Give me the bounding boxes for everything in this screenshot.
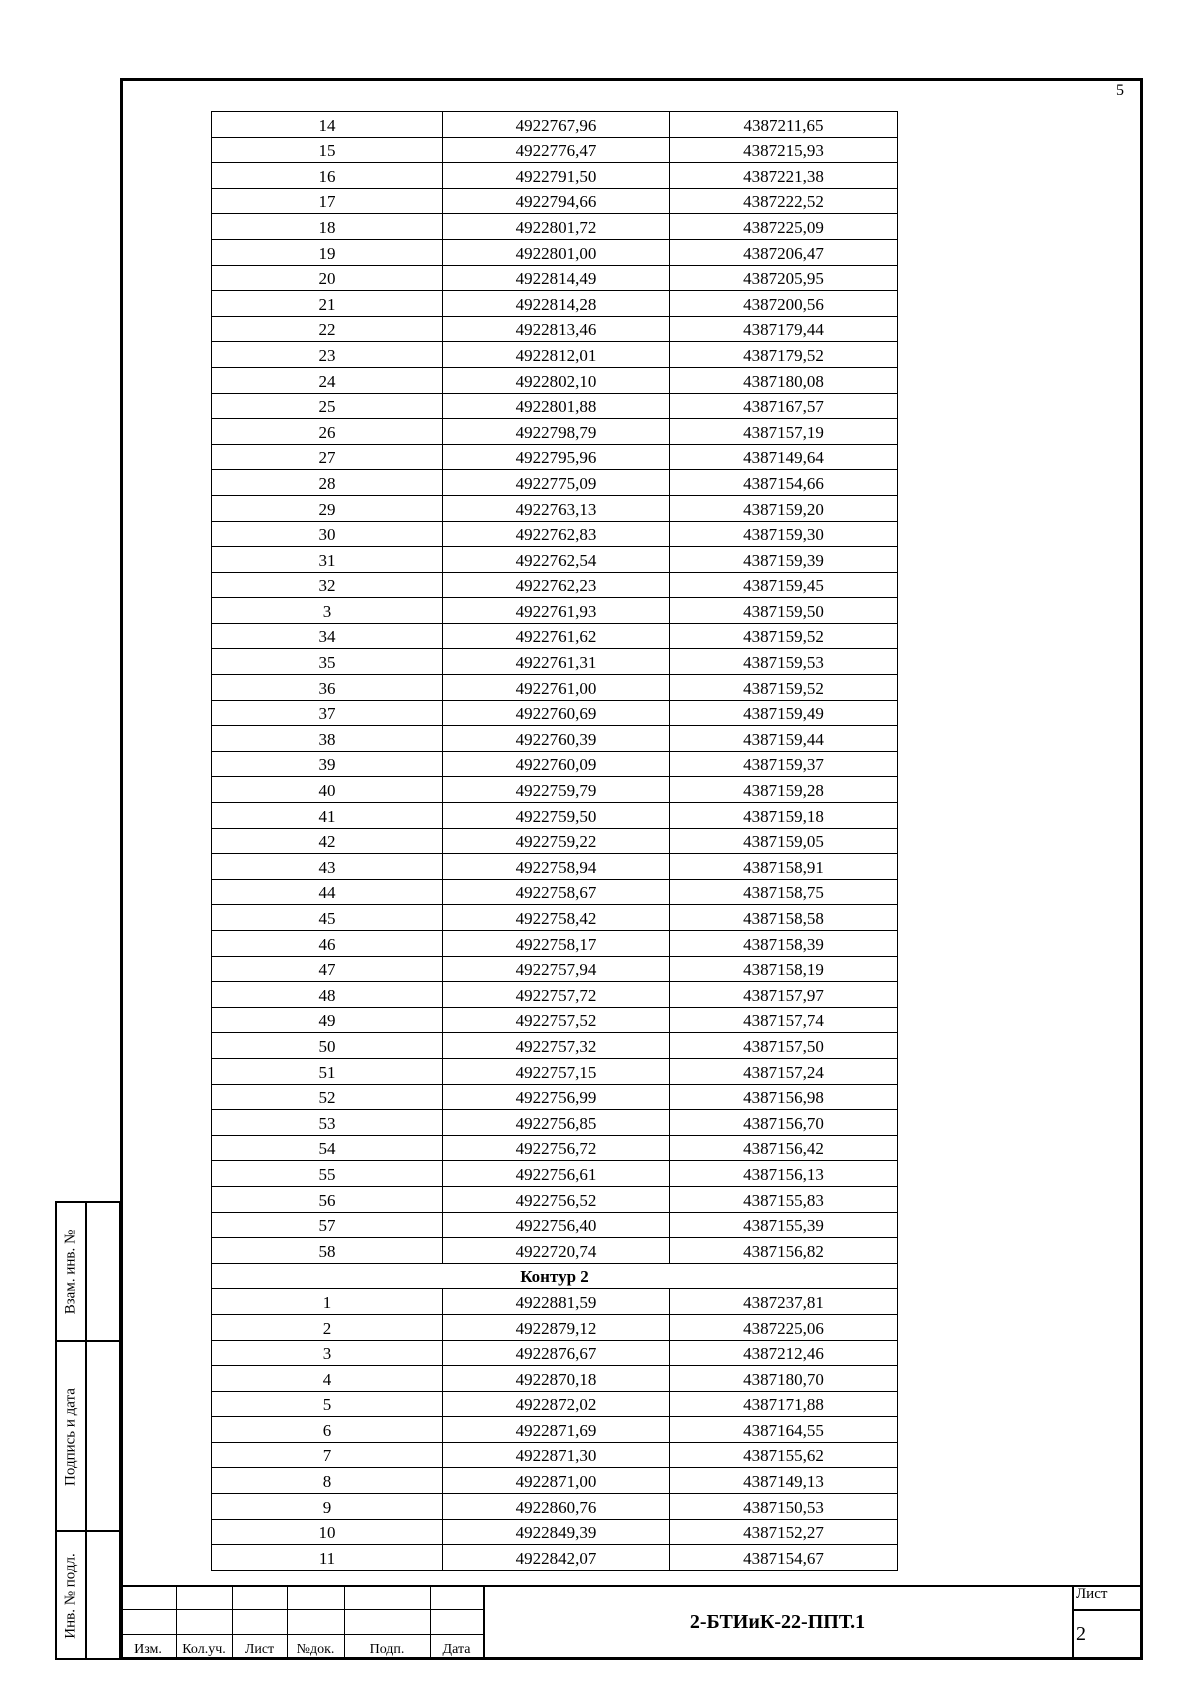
x-coordinate: 4922757,52: [443, 1007, 670, 1033]
point-number: 51: [212, 1058, 443, 1084]
table-row: [212, 342, 898, 368]
y-coordinate: 4387237,81: [670, 1289, 898, 1315]
x-coordinate: 4922791,50: [443, 163, 670, 189]
y-coordinate: 4387205,95: [670, 265, 898, 291]
y-coordinate: 4387200,56: [670, 291, 898, 317]
y-coordinate: 4387156,98: [670, 1084, 898, 1110]
table-row: [212, 1442, 898, 1468]
point-number: 36: [212, 675, 443, 701]
x-coordinate: 4922720,74: [443, 1238, 670, 1264]
x-coordinate: 4922795,96: [443, 444, 670, 470]
point-number: 3: [212, 598, 443, 624]
table-row: [212, 1468, 898, 1494]
table-row: [212, 905, 898, 931]
x-coordinate: 4922801,88: [443, 393, 670, 419]
point-number: 17: [212, 188, 443, 214]
y-coordinate: 4387158,58: [670, 905, 898, 931]
table-row: [212, 828, 898, 854]
point-number: 42: [212, 828, 443, 854]
y-coordinate: 4387167,57: [670, 393, 898, 419]
x-coordinate: 4922761,62: [443, 623, 670, 649]
x-coordinate: 4922881,59: [443, 1289, 670, 1315]
point-number: 44: [212, 879, 443, 905]
point-number: 8: [212, 1468, 443, 1494]
point-number: 48: [212, 982, 443, 1008]
x-coordinate: 4922762,23: [443, 572, 670, 598]
header-data: Дата: [442, 1642, 471, 1657]
table-row: [212, 803, 898, 829]
y-coordinate: 4387149,13: [670, 1468, 898, 1494]
x-coordinate: 4922758,94: [443, 854, 670, 880]
point-number: 23: [212, 342, 443, 368]
point-number: 21: [212, 291, 443, 317]
y-coordinate: 4387156,70: [670, 1110, 898, 1136]
x-coordinate: 4922876,67: [443, 1340, 670, 1366]
point-number: 3: [212, 1340, 443, 1366]
point-number: 26: [212, 419, 443, 445]
y-coordinate: 4387180,70: [670, 1366, 898, 1392]
inv-podl-label: Инв. № подл.: [62, 1553, 79, 1639]
table-row: [212, 393, 898, 419]
x-coordinate: 4922871,30: [443, 1442, 670, 1468]
x-coordinate: 4922761,31: [443, 649, 670, 675]
y-coordinate: 4387159,50: [670, 598, 898, 624]
table-row: [212, 982, 898, 1008]
y-coordinate: 4387155,39: [670, 1212, 898, 1238]
table-row: [212, 316, 898, 342]
point-number: 6: [212, 1417, 443, 1443]
table-row: [212, 726, 898, 752]
point-number: 49: [212, 1007, 443, 1033]
table-row: [212, 572, 898, 598]
point-number: 11: [212, 1545, 443, 1571]
x-coordinate: 4922812,01: [443, 342, 670, 368]
point-number: 54: [212, 1135, 443, 1161]
table-row: [212, 598, 898, 624]
x-coordinate: 4922871,69: [443, 1417, 670, 1443]
y-coordinate: 4387158,91: [670, 854, 898, 880]
x-coordinate: 4922760,69: [443, 700, 670, 726]
x-coordinate: 4922794,66: [443, 188, 670, 214]
table-row: [212, 1212, 898, 1238]
point-number: 1: [212, 1289, 443, 1315]
table-row: [212, 137, 898, 163]
x-coordinate: 4922871,00: [443, 1468, 670, 1494]
y-coordinate: 4387158,19: [670, 956, 898, 982]
header-list: Лист: [244, 1642, 275, 1657]
x-coordinate: 4922756,99: [443, 1084, 670, 1110]
table-row: [212, 367, 898, 393]
point-number: 43: [212, 854, 443, 880]
x-coordinate: 4922814,49: [443, 265, 670, 291]
point-number: 29: [212, 495, 443, 521]
y-coordinate: 4387159,45: [670, 572, 898, 598]
table-row: [212, 1391, 898, 1417]
x-coordinate: 4922872,02: [443, 1391, 670, 1417]
y-coordinate: 4387150,53: [670, 1494, 898, 1520]
x-coordinate: 4922757,94: [443, 956, 670, 982]
x-coordinate: 4922756,52: [443, 1186, 670, 1212]
point-number: 27: [212, 444, 443, 470]
point-number: 39: [212, 751, 443, 777]
table-row: [212, 777, 898, 803]
y-coordinate: 4387159,49: [670, 700, 898, 726]
y-coordinate: 4387158,39: [670, 931, 898, 957]
table-row: [212, 675, 898, 701]
y-coordinate: 4387159,53: [670, 649, 898, 675]
point-number: 2: [212, 1314, 443, 1340]
point-number: 46: [212, 931, 443, 957]
table-row: [212, 751, 898, 777]
point-number: 41: [212, 803, 443, 829]
y-coordinate: 4387164,55: [670, 1417, 898, 1443]
table-row: [212, 1289, 898, 1315]
x-coordinate: 4922762,83: [443, 521, 670, 547]
y-coordinate: 4387159,52: [670, 623, 898, 649]
table-row: [212, 239, 898, 265]
point-number: 7: [212, 1442, 443, 1468]
point-number: 24: [212, 367, 443, 393]
point-number: 18: [212, 214, 443, 240]
point-number: 34: [212, 623, 443, 649]
point-number: 40: [212, 777, 443, 803]
y-coordinate: 4387179,44: [670, 316, 898, 342]
point-number: 55: [212, 1161, 443, 1187]
table-row: [212, 521, 898, 547]
side-stamp-strip: [55, 1201, 121, 1660]
x-coordinate: 4922767,96: [443, 112, 670, 138]
y-coordinate: 4387156,13: [670, 1161, 898, 1187]
y-coordinate: 4387159,28: [670, 777, 898, 803]
point-number: 4: [212, 1366, 443, 1392]
x-coordinate: 4922860,76: [443, 1494, 670, 1520]
y-coordinate: 4387222,52: [670, 188, 898, 214]
x-coordinate: 4922849,39: [443, 1519, 670, 1545]
point-number: 5: [212, 1391, 443, 1417]
point-number: 45: [212, 905, 443, 931]
x-coordinate: 4922757,32: [443, 1033, 670, 1059]
sheet-label: Лист: [1076, 1586, 1108, 1602]
table-row: [212, 163, 898, 189]
y-coordinate: 4387154,67: [670, 1545, 898, 1571]
table-row: [212, 112, 898, 138]
header-izm: Изм.: [134, 1642, 162, 1657]
point-number: 35: [212, 649, 443, 675]
podpis-data-cell: [57, 1340, 119, 1532]
table-row: [212, 956, 898, 982]
y-coordinate: 4387225,09: [670, 214, 898, 240]
table-row: [212, 1161, 898, 1187]
y-coordinate: 4387157,50: [670, 1033, 898, 1059]
x-coordinate: 4922757,72: [443, 982, 670, 1008]
table-row: [212, 700, 898, 726]
table-row: [212, 1238, 898, 1264]
table-row: [212, 188, 898, 214]
section-row: [212, 1263, 898, 1289]
y-coordinate: 4387157,74: [670, 1007, 898, 1033]
y-coordinate: 4387159,05: [670, 828, 898, 854]
section-label: Контур 2: [212, 1263, 898, 1289]
y-coordinate: 4387152,27: [670, 1519, 898, 1545]
x-coordinate: 4922758,17: [443, 931, 670, 957]
podpis-data-label: Подпись и дата: [62, 1388, 79, 1486]
y-coordinate: 4387149,64: [670, 444, 898, 470]
point-number: 38: [212, 726, 443, 752]
table-row: [212, 623, 898, 649]
table-row: [212, 495, 898, 521]
x-coordinate: 4922756,85: [443, 1110, 670, 1136]
table-row: [212, 291, 898, 317]
y-coordinate: 4387180,08: [670, 367, 898, 393]
y-coordinate: 4387171,88: [670, 1391, 898, 1417]
y-coordinate: 4387159,44: [670, 726, 898, 752]
table-row: [212, 1110, 898, 1136]
x-coordinate: 4922759,22: [443, 828, 670, 854]
y-coordinate: 4387211,65: [670, 112, 898, 138]
point-number: 32: [212, 572, 443, 598]
x-coordinate: 4922761,00: [443, 675, 670, 701]
y-coordinate: 4387179,52: [670, 342, 898, 368]
sheet-number: 2: [1076, 1623, 1086, 1645]
y-coordinate: 4387157,24: [670, 1058, 898, 1084]
point-number: 37: [212, 700, 443, 726]
table-row: [212, 854, 898, 880]
point-number: 58: [212, 1238, 443, 1264]
y-coordinate: 4387159,30: [670, 521, 898, 547]
coordinates-table: [211, 111, 898, 1571]
y-coordinate: 4387159,18: [670, 803, 898, 829]
y-coordinate: 4387212,46: [670, 1340, 898, 1366]
y-coordinate: 4387206,47: [670, 239, 898, 265]
table-row: [212, 547, 898, 573]
table-row: [212, 931, 898, 957]
table-row: [212, 1417, 898, 1443]
table-row: [212, 1084, 898, 1110]
y-coordinate: 4387159,37: [670, 751, 898, 777]
y-coordinate: 4387159,20: [670, 495, 898, 521]
x-coordinate: 4922756,61: [443, 1161, 670, 1187]
header-kol-uch: Кол.уч.: [182, 1642, 226, 1657]
x-coordinate: 4922758,42: [443, 905, 670, 931]
y-coordinate: 4387156,42: [670, 1135, 898, 1161]
point-number: 56: [212, 1186, 443, 1212]
table-row: [212, 419, 898, 445]
page-number: 5: [1116, 82, 1124, 99]
table-row: [212, 1545, 898, 1571]
point-number: 57: [212, 1212, 443, 1238]
x-coordinate: 4922801,00: [443, 239, 670, 265]
x-coordinate: 4922762,54: [443, 547, 670, 573]
table-row: [212, 265, 898, 291]
table-row: [212, 214, 898, 240]
y-coordinate: 4387157,97: [670, 982, 898, 1008]
point-number: 53: [212, 1110, 443, 1136]
y-coordinate: 4387157,19: [670, 419, 898, 445]
table-row: [212, 1340, 898, 1366]
x-coordinate: 4922814,28: [443, 291, 670, 317]
table-row: [212, 879, 898, 905]
header-ndok: №док.: [296, 1642, 335, 1657]
y-coordinate: 4387159,39: [670, 547, 898, 573]
x-coordinate: 4922758,67: [443, 879, 670, 905]
document-code: 2-БТИиК-22-ППТ.1: [689, 1611, 866, 1633]
x-coordinate: 4922802,10: [443, 367, 670, 393]
x-coordinate: 4922801,72: [443, 214, 670, 240]
table-row: [212, 1519, 898, 1545]
sheet-box: [1072, 1585, 1143, 1660]
vzam-inv-label: Взам. инв. №: [62, 1229, 79, 1314]
y-coordinate: 4387156,82: [670, 1238, 898, 1264]
x-coordinate: 4922756,40: [443, 1212, 670, 1238]
point-number: 20: [212, 265, 443, 291]
point-number: 47: [212, 956, 443, 982]
table-row: [212, 1058, 898, 1084]
point-number: 15: [212, 137, 443, 163]
x-coordinate: 4922759,50: [443, 803, 670, 829]
table-row: [212, 444, 898, 470]
table-row: [212, 1186, 898, 1212]
point-number: 52: [212, 1084, 443, 1110]
x-coordinate: 4922756,72: [443, 1135, 670, 1161]
y-coordinate: 4387215,93: [670, 137, 898, 163]
x-coordinate: 4922775,09: [443, 470, 670, 496]
x-coordinate: 4922760,39: [443, 726, 670, 752]
table-row: [212, 1135, 898, 1161]
x-coordinate: 4922761,93: [443, 598, 670, 624]
table-row: [212, 649, 898, 675]
point-number: 31: [212, 547, 443, 573]
y-coordinate: 4387155,62: [670, 1442, 898, 1468]
x-coordinate: 4922870,18: [443, 1366, 670, 1392]
y-coordinate: 4387225,06: [670, 1314, 898, 1340]
x-coordinate: 4922842,07: [443, 1545, 670, 1571]
point-number: 19: [212, 239, 443, 265]
x-coordinate: 4922776,47: [443, 137, 670, 163]
header-podp: Подп.: [369, 1642, 405, 1657]
x-coordinate: 4922757,15: [443, 1058, 670, 1084]
point-number: 10: [212, 1519, 443, 1545]
table-row: [212, 1366, 898, 1392]
y-coordinate: 4387158,75: [670, 879, 898, 905]
x-coordinate: 4922879,12: [443, 1314, 670, 1340]
x-coordinate: 4922763,13: [443, 495, 670, 521]
y-coordinate: 4387154,66: [670, 470, 898, 496]
y-coordinate: 4387159,52: [670, 675, 898, 701]
point-number: 28: [212, 470, 443, 496]
x-coordinate: 4922813,46: [443, 316, 670, 342]
title-block: [120, 1585, 1143, 1660]
table-row: [212, 1314, 898, 1340]
x-coordinate: 4922760,09: [443, 751, 670, 777]
vzam-inv-cell: [57, 1203, 119, 1340]
point-number: 30: [212, 521, 443, 547]
table-row: [212, 470, 898, 496]
revision-grid: [120, 1585, 485, 1660]
table-row: [212, 1007, 898, 1033]
y-coordinate: 4387221,38: [670, 163, 898, 189]
inv-podl-cell: [57, 1530, 119, 1660]
point-number: 9: [212, 1494, 443, 1520]
table-row: [212, 1033, 898, 1059]
point-number: 22: [212, 316, 443, 342]
table-row: [212, 1494, 898, 1520]
x-coordinate: 4922798,79: [443, 419, 670, 445]
point-number: 25: [212, 393, 443, 419]
point-number: 16: [212, 163, 443, 189]
x-coordinate: 4922759,79: [443, 777, 670, 803]
point-number: 50: [212, 1033, 443, 1059]
point-number: 14: [212, 112, 443, 138]
y-coordinate: 4387155,83: [670, 1186, 898, 1212]
